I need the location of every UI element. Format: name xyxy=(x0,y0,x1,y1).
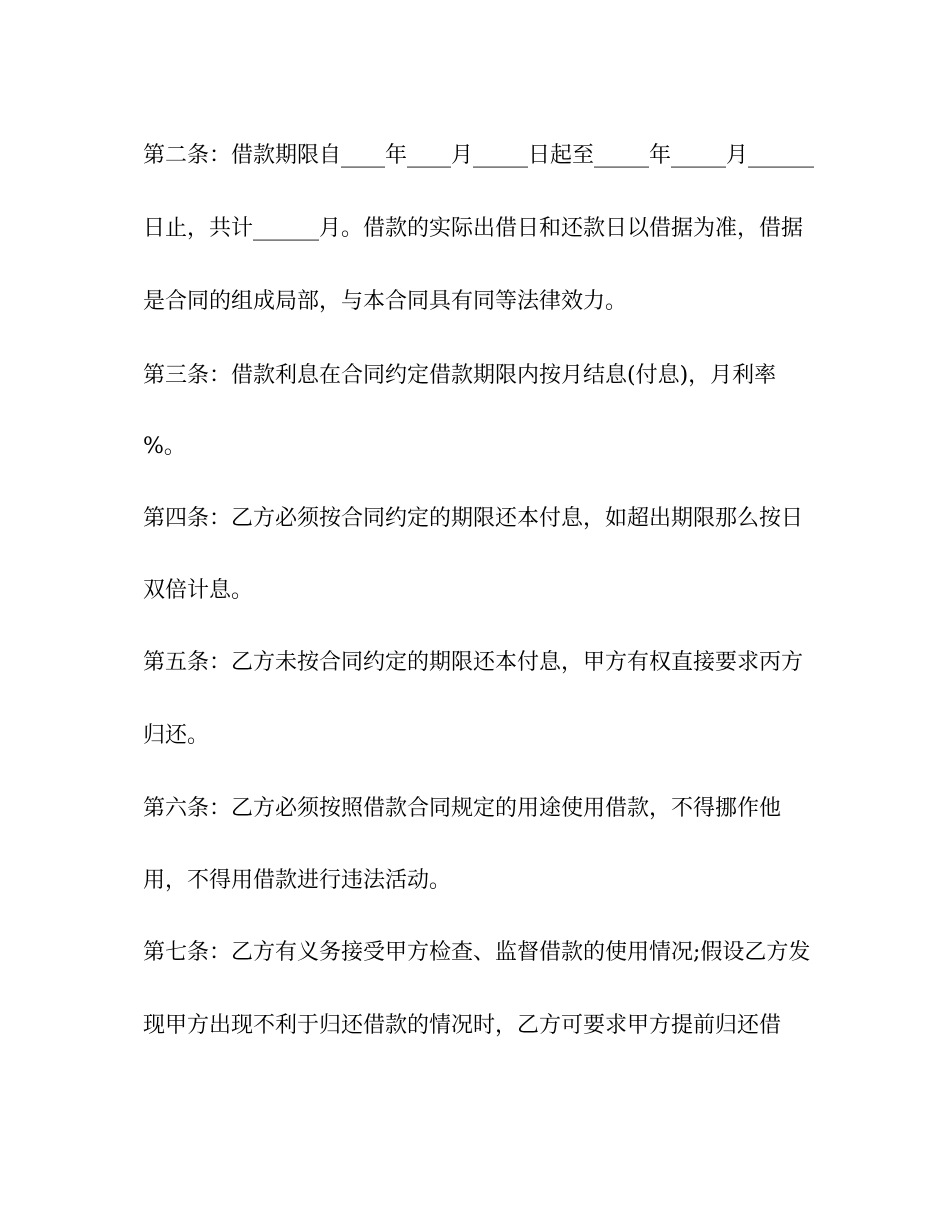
article-3-line-2: %。 xyxy=(143,434,186,459)
article-2-line-1: 第二条：借款期限自____年____月_____日起至_____年_____月______ xyxy=(143,143,815,168)
article-4-line-2: 双倍计息。 xyxy=(143,578,254,603)
article-4-line-1: 第四条：乙方必须按合同约定的期限还本付息，如超出期限那么按日 xyxy=(143,506,804,531)
article-2-line-3: 是合同的组成局部，与本合同具有同等法律效力。 xyxy=(143,289,628,314)
article-2-line-2: 日止，共计______月。借款的实际出借日和还款日以借据为准，借据 xyxy=(143,216,804,241)
article-3-line-1: 第三条：借款利息在合同约定借款期限内按月结息(付息)，月利率 xyxy=(143,363,777,388)
article-7-line-1: 第七条：乙方有义务接受甲方检查、监督借款的使用情况;假设乙方发 xyxy=(143,940,811,965)
article-6-line-2: 用，不得用借款进行违法活动。 xyxy=(143,868,452,893)
article-7-line-2: 现甲方出现不利于归还借款的情况时，乙方可要求甲方提前归还借 xyxy=(143,1013,782,1038)
article-5-line-1: 第五条：乙方未按合同约定的期限还本付息，甲方有权直接要求丙方 xyxy=(143,650,804,675)
article-6-line-1: 第六条：乙方必须按照借款合同规定的用途使用借款，不得挪作他 xyxy=(143,796,782,821)
article-5-line-2: 归还。 xyxy=(143,723,210,748)
